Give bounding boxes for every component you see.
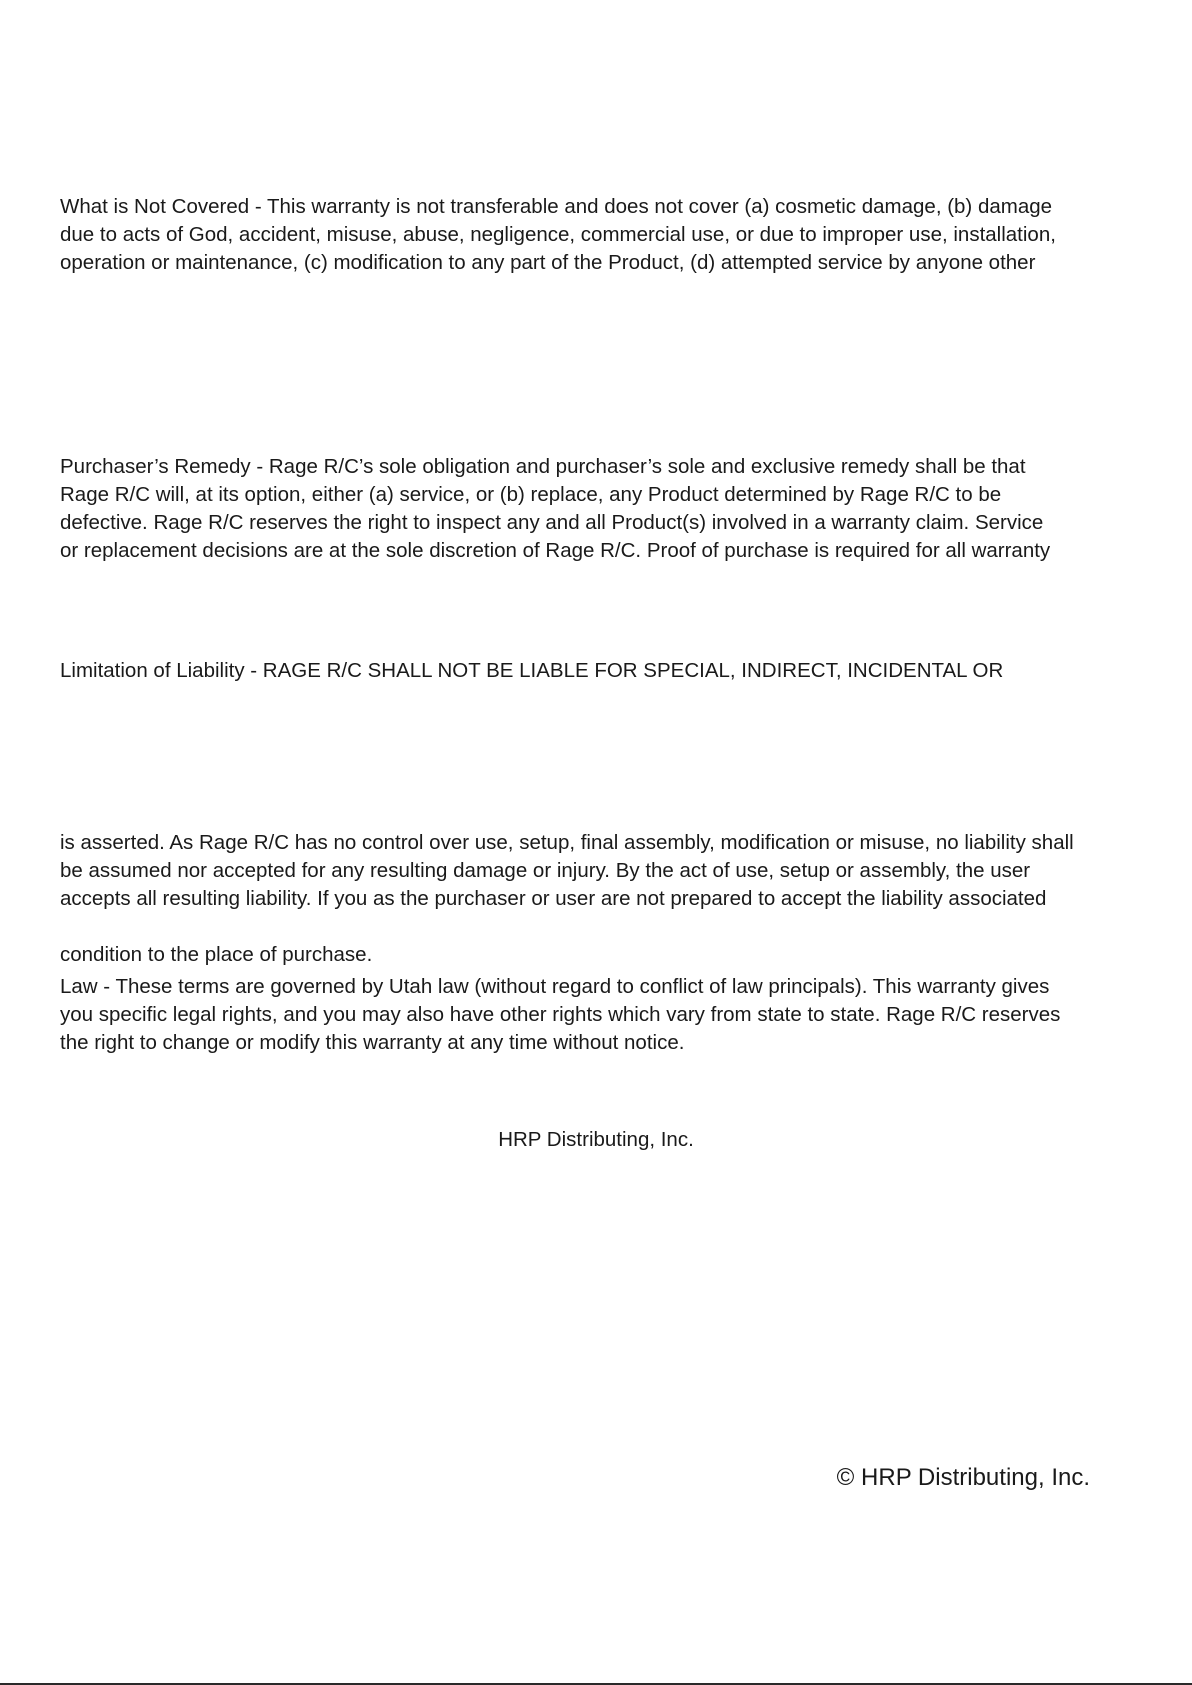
paragraph-line: operation or maintenance, (c) modification to any part of the Product, (d) attempted service by anyone other	[60, 251, 1036, 274]
paragraph-line: condition to the place of purchase.	[60, 943, 373, 966]
paragraph-line: accepts all resulting liability. If you as the purchaser or user are not prepared to accept the liability associated	[60, 887, 1047, 910]
liability-paragraph	[60, 829, 1140, 913]
company-name: HRP Distributing, Inc.	[498, 1128, 694, 1151]
paragraph-line: due to acts of God, accident, misuse, abuse, negligence, commercial use, or due to improper use, installation,	[60, 223, 1056, 246]
paragraph-line: Rage R/C will, at its option, either (a) service, or (b) replace, any Product determined by Rage R/C to be	[60, 483, 1002, 506]
paragraph-line: Limitation of Liability - RAGE R/C SHALL NOT BE LIABLE FOR SPECIAL, INDIRECT, INCIDENTAL OR	[60, 659, 1004, 682]
paragraph-line: What is Not Covered - This warranty is not transferable and does not cover (a) cosmetic damage, (b) damage	[60, 195, 1053, 218]
law-paragraph	[60, 973, 1140, 1057]
limitation-of-liability-heading	[60, 657, 1140, 685]
paragraph-line: Law - These terms are governed by Utah law (without regard to conflict of law principals). This warranty gives	[60, 975, 1050, 998]
copyright-notice: © HRP Distributing, Inc.	[836, 1464, 1090, 1491]
paragraph-line: or replacement decisions are at the sole discretion of Rage R/C. Proof of purchase is required for all warranty	[60, 539, 1051, 562]
paragraph-line: the right to change or modify this warranty at any time without notice.	[60, 1031, 685, 1054]
condition-line	[60, 941, 1140, 969]
paragraph-line: Purchaser’s Remedy - Rage R/C’s sole obligation and purchaser’s sole and exclusive remedy shall be that	[60, 455, 1026, 478]
paragraph-line: is asserted. As Rage R/C has no control over use, setup, final assembly, modification or misuse, no liability shall	[60, 831, 1074, 854]
purchaser-remedy-paragraph	[60, 453, 1140, 565]
paragraph-line: you specific legal rights, and you may also have other rights which vary from state to state. Rage R/C reserves	[60, 1003, 1061, 1026]
paragraph-line: defective. Rage R/C reserves the right to inspect any and all Product(s) involved in a warranty claim. Service	[60, 511, 1044, 534]
paragraph-line: be assumed nor accepted for any resulting damage or injury. By the act of use, setup or assembly, the user	[60, 859, 1031, 882]
not-covered-paragraph	[60, 193, 1140, 277]
